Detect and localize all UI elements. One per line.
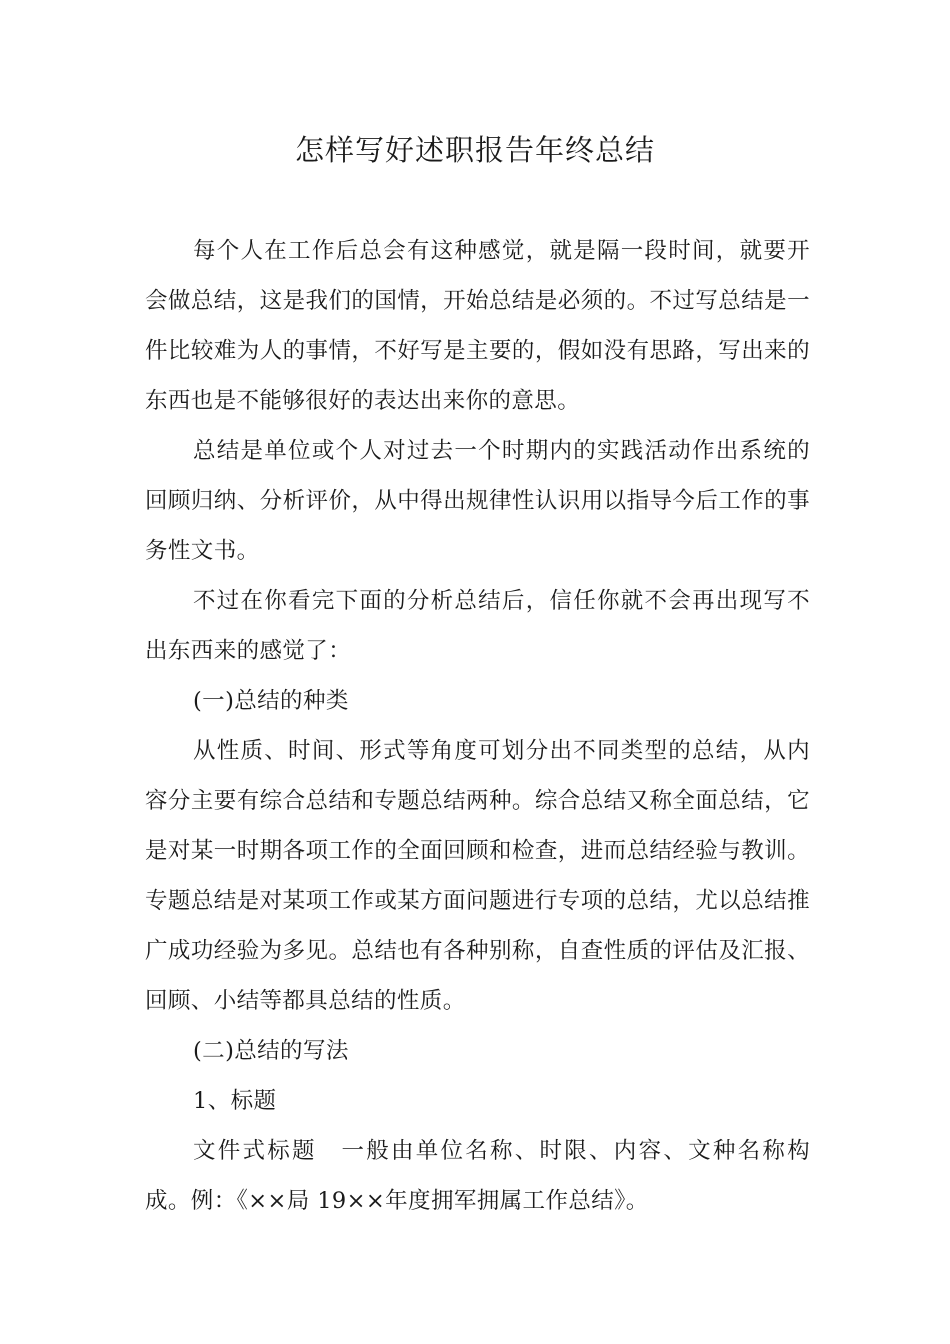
paragraph-definition: 总结是单位或个人对过去一个时期内的实践活动作出系统的回顾归纳、分析评价，从中得出规律性认识用以指导今后工作的事务性文书。 — [145, 438, 810, 564]
paragraph-types: 从性质、时间、形式等角度可划分出不同类型的总结，从内容分主要有综合总结和专题总结两种。综合总结又称全面总结，它是对某一时期各项工作的全面回顾和检查，进而总结经验与教训。专题总结是对某项工作或某方面问题进行专项的总结，尤以总结推广成功经验为多见。总结也有各种别称，自查性质的评估及汇报、回顾、小结等都具总结的性质。 — [145, 738, 810, 1014]
section-heading-types: (一)总结的种类 — [193, 688, 349, 714]
document-body — [145, 226, 810, 1226]
paragraph-transition: 不过在你看完下面的分析总结后，信任你就不会再出现写不出东西来的感觉了： — [145, 588, 810, 664]
paragraph-title-format: 文件式标题 一般由单位名称、时限、内容、文种名称构成。例：《××局 19××年度拥军拥属工作总结》。 — [145, 1138, 810, 1214]
subheading-title: 1、标题 — [193, 1088, 277, 1114]
paragraph-intro: 每个人在工作后总会有这种感觉，就是隔一段时间，就要开会做总结，这是我们的国情，开始总结是必须的。不过写总结是一件比较难为人的事情，不好写是主要的，假如没有思路，写出来的东西也是不能够很好的表达出来你的意思。 — [145, 238, 810, 414]
document-title: 怎样写好述职报告年终总结 — [294, 133, 655, 167]
section-heading-writing: (二)总结的写法 — [193, 1038, 349, 1064]
